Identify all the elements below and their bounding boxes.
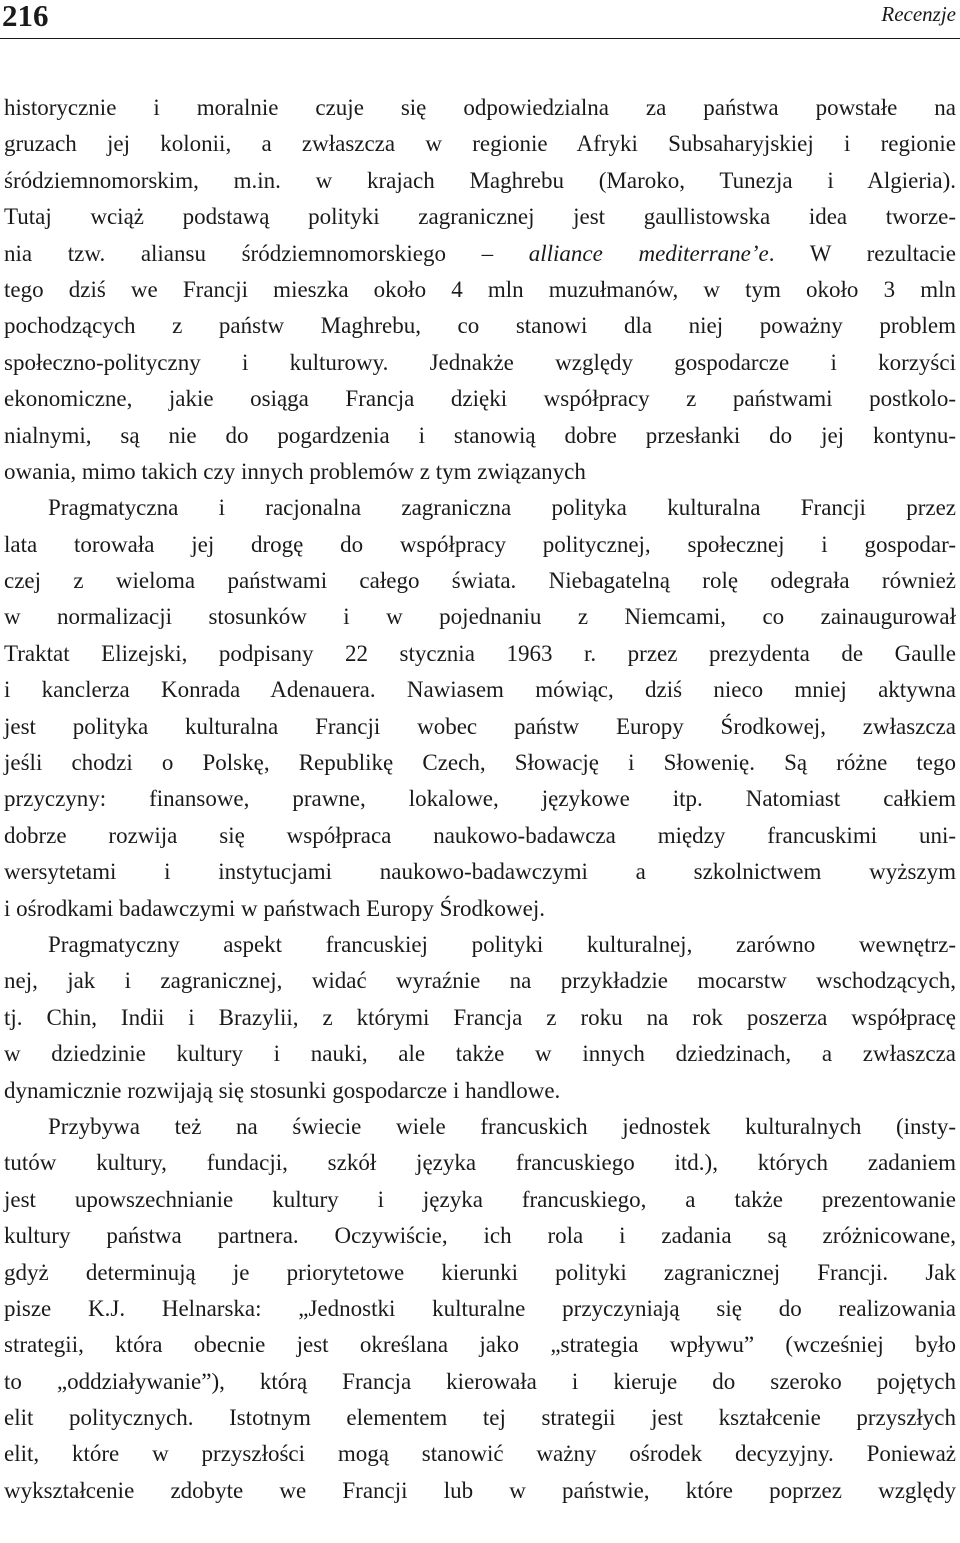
text-line: kultury państwa partnera. Oczywiście, ich rola i zadania są zróżnicowane, [4,1223,956,1249]
text-line: dynamicznie rozwijają się stosunki gospodarcze i handlowe. [4,1077,561,1103]
text-line: i ośrodkami badawczymi w państwach Europy Środkowej. [4,895,546,921]
paragraph [4,927,956,1109]
paragraph [4,490,956,927]
text-line: Pragmatyczna i racjonalna zagraniczna polityka kulturalna Francji przez [48,495,956,521]
text-line: elit politycznych. Istotnym elementem tej strategii jest kształcenie przyszłych [4,1405,956,1431]
text-line: gruzach jej kolonii, a zwłaszcza w regionie Afryki Subsaharyjskiej i regionie [4,131,956,157]
text-line: śródziemnomorskim, m.in. w krajach Maghrebu (Maroko, Tunezja i Algieria). [4,167,956,193]
text-line: w dziedzinie kultury i nauki, ale także w innych dziedzinach, a zwłaszcza [4,1041,956,1067]
text-line: Pragmatyczny aspekt francuskiej polityki kulturalnej, zarówno wewnętrz- [48,931,956,957]
text-line: jest upowszechnianie kultury i języka francuskiego, a także prezentowanie [4,1186,956,1212]
text-line: społeczno-polityczny i kulturowy. Jednakże względy gospodarcze i korzyści [4,349,956,375]
paragraph [4,1109,956,1509]
text-line: przyczyny: finansowe, prawne, lokalowe, językowe itp. Natomiast całkiem [4,786,956,812]
text-line: w normalizacji stosunków i w pojednaniu z Niemcami, co zainaugurował [4,604,956,630]
page-header [0,0,960,42]
text-line: lata torowała jej drogę do współpracy politycznej, społecznej i gospodar- [4,531,956,557]
text-line: nej, jak i zagranicznej, widać wyraźnie na przykładzie mocarstw wschodzących, [4,968,956,994]
text-line: wykształcenie zdobyte we Francji lub w państwie, które poprzez względy [4,1477,956,1503]
text-line: historycznie i moralnie czuje się odpowiedzialna za państwa powstałe na [4,95,956,120]
text-line: nialnymi, są nie do pogardzenia i stanowią dobre przesłanki do jej kontynu- [4,422,956,448]
text-line: pisze K.J. Helnarska: „Jednostki kulturalne przyczyniają się do realizowania [4,1295,956,1321]
text-line: wersytetami i instytucjami naukowo-badawczymi a szkolnictwem wyższym [4,859,956,885]
running-head: Recenzje [881,2,956,26]
text-line: i kanclerza Konrada Adenauera. Nawiasem mówiąc, dziś nieco mniej aktywna [4,677,956,703]
text-line: tego dziś we Francji mieszka około 4 mln muzułmanów, w tym około 3 mln [4,276,956,302]
page-number: 216 [2,0,49,33]
text-line: pochodzących z państw Maghrebu, co stanowi dla niej poważny problem [4,313,956,339]
text-line: ekonomiczne, jakie osiąga Francja dzięki współpracy z państwami postkolo- [4,386,956,412]
text-line: tj. Chin, Indii i Brazylii, z którymi Francja z roku na rok poszerza współpracę [4,1004,956,1030]
text-line: Traktat Elizejski, podpisany 22 stycznia 1963 r. przez prezydenta de Gaulle [4,640,956,666]
text-line: tutów kultury, fundacji, szkół języka francuskiego itd.), których zadaniem [4,1150,956,1176]
text-line [4,236,956,272]
text-line: gdyż determinują je priorytetowe kierunki polityki zagranicznej Francji. Jak [4,1259,956,1285]
text-line: owania, mimo takich czy innych problemów z tym związanych [4,458,586,484]
paragraph [4,90,956,490]
text-line: jest polityka kulturalna Francji wobec państw Europy Środkowej, zwłaszcza [4,713,956,739]
italic-term: alliance mediterrane’e [528,240,769,266]
text-line: dobrze rozwija się współpraca naukowo-badawcza między francuskimi uni- [4,822,956,848]
text-line: to „oddziaływanie”), którą Francja kierowała i kieruje do szeroko pojętych [4,1368,956,1394]
text-line: elit, które w przyszłości mogą stanowić ważny ośrodek decyzyjny. Ponieważ [4,1441,956,1467]
header-rule [0,38,960,39]
text-line: Tutaj wciąż podstawą polityki zagranicznej jest gaullistowska idea tworze- [4,204,956,230]
text-line: strategii, która obecnie jest określana jako „strategia wpływu” (wcześniej było [4,1332,956,1358]
text-run: nia tzw. aliansu śródziemnomorskiego – [4,240,529,266]
text-line: czej z wieloma państwami całego świata. Niebagatelną rolę odegrała również [4,568,956,594]
text-line: Przybywa też na świecie wiele francuskich jednostek kulturalnych (insty- [48,1113,956,1139]
text-run: . W rezultacie [768,240,956,266]
text-line: jeśli chodzi o Polskę, Republikę Czech, Słowację i Słowenię. Są różne tego [4,750,956,776]
body-text [4,90,956,1509]
